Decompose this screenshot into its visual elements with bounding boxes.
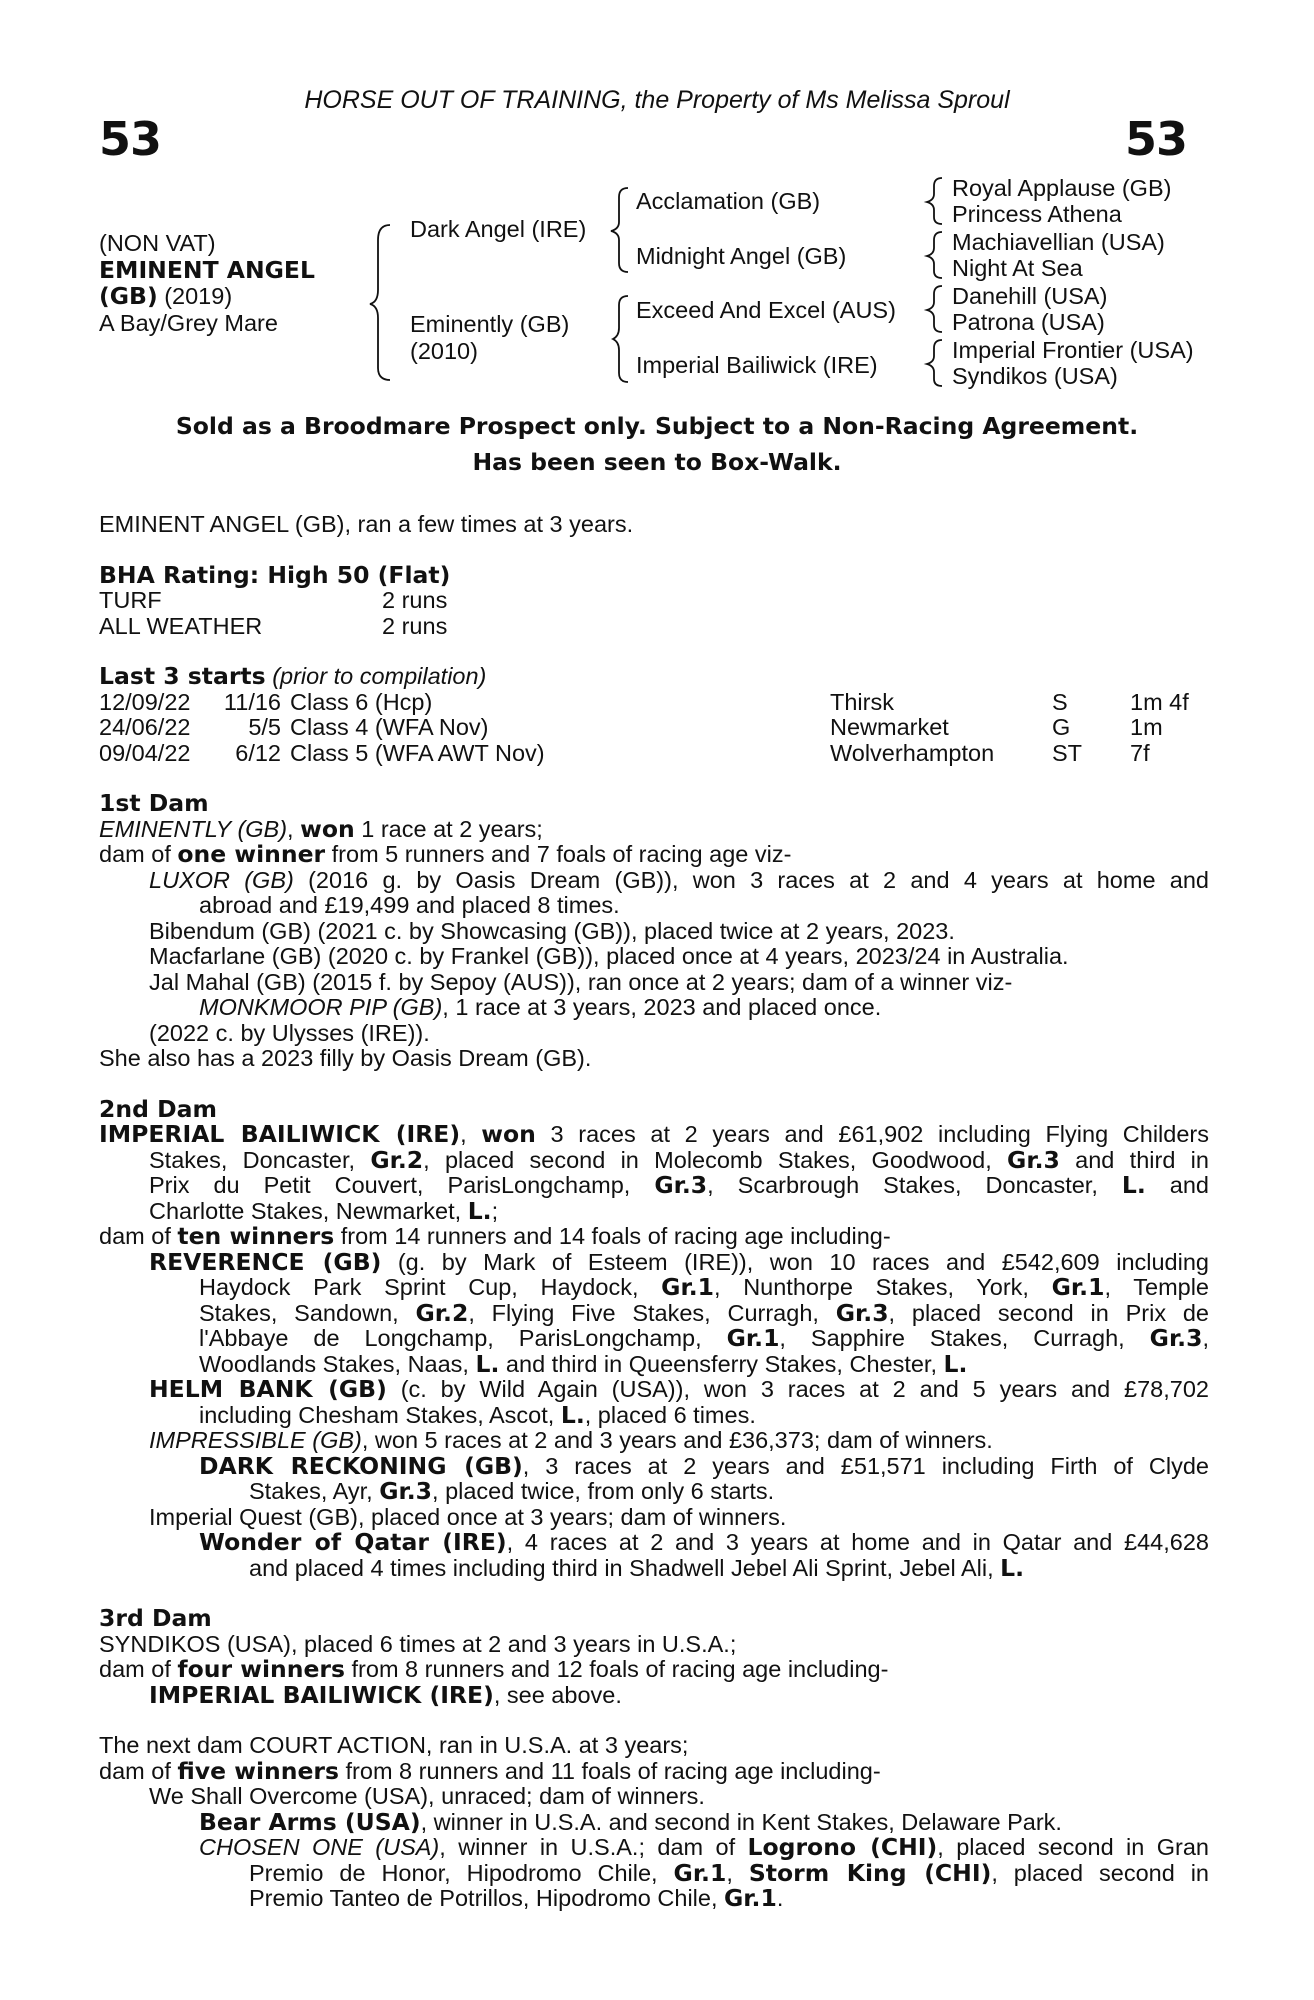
text-segment: , placed second in (991, 1859, 1210, 1886)
text-segment: and (1145, 1172, 1209, 1198)
text-segment: five winners (177, 1756, 339, 1785)
text-segment: , Sapphire Stakes, Curragh, (779, 1325, 1150, 1351)
pedigree-sire-dam: Midnight Angel (GB) (636, 243, 847, 269)
lot-number-left: 53 (99, 112, 162, 166)
text-segment: Gr.3 (654, 1171, 708, 1199)
vat-status: (NON VAT) (99, 230, 216, 256)
text-segment: Premio Tanteo de Potrillos, Hipodromo Chile, (249, 1885, 725, 1911)
dam3-line: SYNDIKOS (USA), placed 6 times at 2 and 3 years in U.S.A.; (99, 1630, 737, 1657)
start-course: Wolverhampton (830, 739, 995, 766)
text-segment: , (1202, 1325, 1209, 1351)
text-segment: Stakes, Ayr, (249, 1478, 380, 1504)
start-row (99, 715, 1209, 741)
start-class: Class 5 (WFA AWT Nov) (290, 739, 545, 766)
starts-note: (prior to compilation) (265, 663, 487, 689)
dam4-line (99, 1858, 1210, 1887)
text-segment: and third in Queensferry Stakes, Chester, (499, 1350, 944, 1377)
dam2-line (99, 1247, 1209, 1276)
start-row (99, 690, 1209, 716)
dam2-line (99, 1326, 1209, 1352)
text-segment: , winner in U.S.A.; dam of (439, 1834, 748, 1860)
text-segment: Gr.1 (661, 1273, 714, 1301)
pedigree-g8: Syndikos (USA) (952, 363, 1118, 389)
text-segment: Gr.1 (726, 1324, 780, 1352)
start-distance: 1m 4f (1130, 688, 1189, 715)
text-segment: , placed second in Prix de (888, 1299, 1210, 1326)
pedigree-g4: Night At Sea (952, 255, 1083, 281)
dam2-line (99, 1553, 1209, 1582)
dam1-line (99, 814, 1209, 843)
text-segment: , 4 races at 2 and 3 years at home and in Qatar and £44,628 (506, 1529, 1209, 1555)
dam2-line (99, 1173, 1209, 1199)
dam2-line: Imperial Quest (GB), placed once at 3 years; dam of winners. (149, 1503, 787, 1530)
text-segment: , Flying Five Stakes, Curragh, (468, 1299, 836, 1326)
start-class: Class 4 (WFA Nov) (290, 714, 489, 740)
dam2-line (99, 1428, 1209, 1454)
pedigree-g7: Imperial Frontier (USA) (952, 337, 1194, 363)
text-segment: Charlotte Stakes, Newmarket, (149, 1197, 468, 1224)
horse-origin: (GB) (99, 282, 158, 310)
start-class: Class 6 (Hcp) (290, 688, 433, 715)
lot-number-right: 53 (1125, 112, 1188, 166)
sale-notice-line1: Sold as a Broodmare Prospect only. Subject to a Non-Racing Agreement. (175, 412, 1139, 440)
start-course: Thirsk (830, 688, 894, 715)
text-segment: 3 races at 2 years and £61,902 including Flying Childers (535, 1121, 1209, 1147)
text-segment: ; (491, 1197, 499, 1224)
dam3-line (99, 1657, 1209, 1683)
dam1-line (99, 995, 1209, 1021)
dam2-line (99, 1298, 1210, 1327)
dam4-line (99, 1835, 1209, 1861)
text-segment: , placed 6 times. (584, 1401, 756, 1428)
text-segment: . (776, 1885, 784, 1911)
rating-surface: ALL WEATHER (99, 612, 263, 639)
text-segment: Storm King (CHI) (748, 1858, 992, 1887)
dam2-line (99, 1275, 1209, 1301)
dam2-line (99, 1196, 1209, 1225)
pedigree-sire-sire: Acclamation (GB) (636, 188, 821, 214)
text-segment: dam of (99, 1223, 178, 1249)
start-going: ST (1052, 739, 1083, 766)
rating-row (99, 614, 1209, 640)
text-segment: REVERENCE (GB) (149, 1247, 382, 1276)
start-going: G (1052, 714, 1071, 740)
text-segment: Gr.3 (1149, 1324, 1203, 1352)
start-date: 24/06/22 (99, 714, 191, 740)
text-segment: , placed twice, from only 6 starts. (432, 1478, 775, 1504)
text-segment: (2016 g. by Oasis Dream (GB)), won 3 races at 2 and 4 years at home and (293, 866, 1209, 893)
text-segment: Gr.3 (835, 1298, 889, 1327)
text-segment: Gr.2 (415, 1298, 469, 1327)
dam2-line (99, 1479, 1209, 1505)
dam2-line (99, 1122, 1209, 1148)
text-segment: IMPERIAL BAILIWICK (IRE) (149, 1680, 494, 1709)
text-segment: won (481, 1120, 536, 1148)
start-date: 12/09/22 (99, 688, 191, 715)
text-segment: MONKMOOR PIP (GB) (199, 994, 443, 1020)
text-segment: from 8 runners and 12 foals of racing age including- (345, 1656, 889, 1682)
text-segment: Stakes, Sandown, (199, 1299, 416, 1326)
text-segment: Bear Arms (USA) (199, 1807, 421, 1836)
rating-runs: 2 runs (382, 612, 448, 639)
dam1-line: Jal Mahal (GB) (2015 f. by Sepoy (AUS)), ran once at 2 years; dam of a winner viz- (149, 968, 1013, 995)
text-segment: , placed second in Gran (937, 1834, 1209, 1860)
dam1-line (99, 868, 1209, 894)
text-segment: , won 5 races at 2 and 3 years and £36,373; dam of winners. (361, 1427, 993, 1453)
text-segment: , 1 race at 3 years, 2023 and placed once. (442, 994, 882, 1020)
text-segment: (c. by Wild Again (USA)), won 3 races at 2 and 5 years and £78,702 (386, 1376, 1209, 1402)
pedigree-g2: Princess Athena (952, 201, 1122, 227)
pedigree-dam: Eminently (GB) (410, 311, 570, 337)
dam2-heading: 2nd Dam (99, 1094, 217, 1123)
pedigree-dam-sire: Exceed And Excel (AUS) (636, 297, 896, 323)
start-position: 11/16 (223, 688, 281, 715)
text-segment: Gr.2 (370, 1145, 424, 1174)
text-segment: HELM BANK (GB) (149, 1375, 387, 1403)
start-row (99, 741, 1209, 767)
rating-surface: TURF (99, 587, 162, 613)
text-segment: L. (1121, 1171, 1146, 1199)
text-segment: 1 race at 2 years; (354, 815, 543, 842)
text-segment: and third in (1059, 1146, 1209, 1173)
starts-title: Last 3 starts (99, 662, 266, 690)
pedigree-dam-dam: Imperial Bailiwick (IRE) (636, 352, 878, 378)
text-segment: from 14 runners and 14 foals of racing age including- (334, 1223, 891, 1249)
horse-year: (2019) (157, 283, 233, 309)
pedigree-g1: Royal Applause (GB) (952, 175, 1172, 201)
horse-name: EMINENT ANGEL (99, 255, 315, 284)
starts-heading (99, 664, 1209, 690)
dam3-line (99, 1680, 1209, 1709)
text-segment: , see above. (493, 1681, 622, 1708)
start-course: Newmarket (830, 714, 949, 740)
start-distance: 1m (1130, 714, 1163, 740)
text-segment: L. (475, 1349, 500, 1378)
start-position: 6/12 (235, 739, 281, 766)
text-segment: ten winners (177, 1222, 335, 1250)
dam2-line (99, 1145, 1209, 1174)
dam1-line (99, 842, 1209, 868)
text-segment: Wonder of Qatar (IRE) (199, 1528, 507, 1556)
text-segment: L. (943, 1349, 968, 1378)
text-segment: four winners (177, 1655, 345, 1683)
text-segment: LUXOR (GB) (149, 866, 294, 893)
text-segment: , (460, 1121, 482, 1147)
text-segment: , (726, 1859, 749, 1886)
text-segment: Stakes, Doncaster, (149, 1146, 371, 1173)
dam1-heading: 1st Dam (99, 789, 209, 817)
text-segment: from 5 runners and 7 foals of racing age viz- (325, 841, 792, 867)
dam1-line: Bibendum (GB) (2021 c. by Showcasing (GB)), placed twice at 2 years, 2023. (149, 917, 955, 944)
text-segment: L. (1000, 1553, 1025, 1582)
text-segment: EMINENTLY (GB) (99, 815, 288, 842)
text-segment: dam of (99, 841, 178, 867)
dam2-line (99, 1349, 1209, 1378)
text-segment: (g. by Mark of Esteem (IRE)), won 10 races and £542,609 including (381, 1248, 1209, 1275)
text-segment: Gr.1 (1051, 1273, 1105, 1301)
text-segment: l'Abbaye de Longchamp, ParisLongchamp, (199, 1325, 727, 1351)
text-segment: from 8 runners and 11 foals of racing age including- (338, 1757, 881, 1784)
start-going: S (1052, 688, 1068, 715)
pedigree-g6: Patrona (USA) (952, 309, 1105, 335)
rating-row (99, 588, 1209, 614)
dam4-line: The next dam COURT ACTION, ran in U.S.A. at 3 years; (99, 1732, 689, 1758)
text-segment: Gr.3 (379, 1477, 433, 1505)
text-segment: dam of (99, 1656, 178, 1682)
text-segment: Premio de Honor, Hipodromo Chile, (249, 1859, 674, 1886)
text-segment: , Nunthorpe Stakes, York, (713, 1274, 1052, 1300)
pedigree-g5: Danehill (USA) (952, 283, 1108, 309)
text-segment: Gr.1 (724, 1884, 777, 1912)
text-segment: , Scarbrough Stakes, Doncaster, (707, 1172, 1122, 1198)
text-segment: L. (467, 1196, 492, 1225)
pedigree-g3: Machiavellian (USA) (952, 229, 1165, 255)
text-segment: Haydock Park Sprint Cup, Haydock, (199, 1274, 662, 1300)
dam4-line (99, 1756, 1209, 1785)
dam3-heading: 3rd Dam (99, 1604, 212, 1632)
text-segment: L. (560, 1400, 585, 1429)
text-segment: Prix du Petit Couvert, ParisLongchamp, (149, 1172, 655, 1198)
intro-line: EMINENT ANGEL (GB), ran a few times at 3 years. (99, 511, 634, 537)
text-segment: Woodlands Stakes, Naas, (199, 1350, 476, 1377)
text-segment: IMPERIAL BAILIWICK (IRE) (99, 1120, 461, 1148)
text-segment: and placed 4 times including third in Shadwell Jebel Ali Sprint, Jebel Ali, (249, 1554, 1001, 1581)
rating-heading: BHA Rating: High 50 (Flat) (99, 560, 451, 589)
dam4-line: We Shall Overcome (USA), unraced; dam of winners. (149, 1783, 705, 1809)
pedigree-sire: Dark Angel (IRE) (410, 216, 587, 242)
text-segment: , 3 races at 2 years and £51,571 including Firth of Clyde (522, 1452, 1209, 1479)
text-segment: , (287, 815, 301, 842)
text-segment: DARK RECKONING (GB) (199, 1451, 523, 1480)
text-segment: dam of (99, 1757, 178, 1784)
text-segment: Gr.1 (673, 1858, 727, 1887)
start-distance: 7f (1130, 739, 1150, 766)
text-segment: , Temple (1104, 1274, 1209, 1300)
dam2-line (99, 1451, 1209, 1480)
sale-notice-line2: Has been seen to Box-Walk. (472, 448, 842, 476)
dam2-line (99, 1224, 1209, 1250)
text-segment: , placed second in Molecomb Stakes, Goodwood, (423, 1146, 1008, 1173)
start-date: 09/04/22 (99, 739, 191, 766)
dam1-line: She also has a 2023 filly by Oasis Dream (GB). (99, 1045, 592, 1071)
dam1-line: abroad and £19,499 and placed 8 times. (199, 892, 620, 918)
text-segment: one winner (177, 840, 326, 868)
text-segment: Logrono (CHI) (747, 1833, 938, 1861)
dam2-line (99, 1377, 1209, 1403)
text-segment: won (300, 814, 355, 843)
start-position: 5/5 (248, 714, 281, 740)
text-segment: , winner in U.S.A. and second in Kent Stakes, Delaware Park. (420, 1808, 1062, 1835)
catalogue-body (99, 512, 1209, 1912)
pedigree-dam-year: (2010) (410, 338, 478, 364)
rating-runs: 2 runs (382, 587, 448, 613)
dam2-line (99, 1530, 1209, 1556)
horse-description: A Bay/Grey Mare (99, 309, 278, 336)
text-segment: CHOSEN ONE (USA) (199, 1834, 440, 1860)
dam1-line: (2022 c. by Ulysses (IRE)). (149, 1019, 430, 1046)
catalogue-header: HORSE OUT OF TRAINING, the Property of Ms Melissa Sproul (304, 86, 1010, 114)
text-segment: IMPRESSIBLE (GB) (149, 1427, 362, 1453)
text-segment: Gr.3 (1007, 1145, 1060, 1174)
dam4-line (99, 1807, 1209, 1836)
dam2-line (99, 1400, 1209, 1429)
text-segment: including Chesham Stakes, Ascot, (199, 1401, 561, 1428)
dam1-line: Macfarlane (GB) (2020 c. by Frankel (GB)), placed once at 4 years, 2023/24 in Australia. (149, 943, 1069, 969)
dam4-line (99, 1886, 1209, 1912)
